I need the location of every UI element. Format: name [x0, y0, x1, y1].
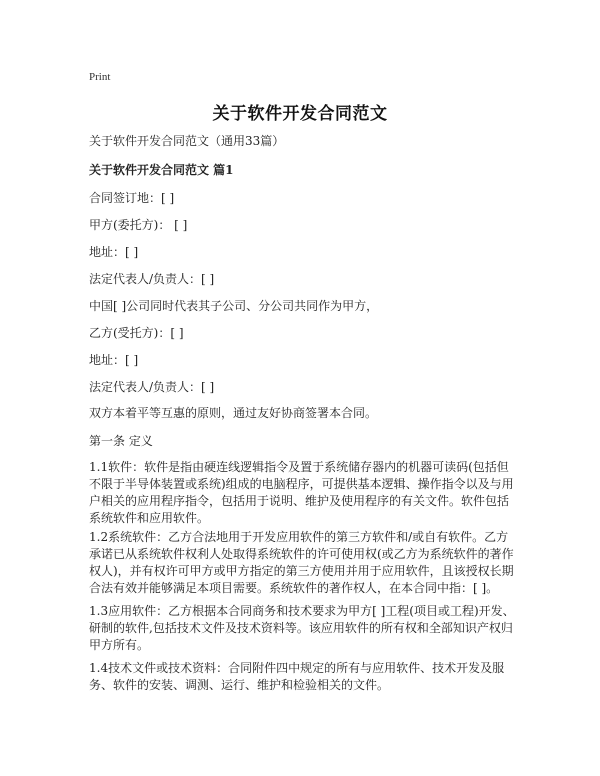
article-heading: 第一条 定义	[89, 434, 153, 448]
clause-paragraph: 1.4技术文件或技术资料：合同附件四中规定的所有与应用软件、技术开发及服务、软件的安装、调测、运行、维护和检验相关的文件。	[89, 661, 505, 692]
clause-paragraph: 1.3应用软件：乙方根据本合同商务和技术要求为甲方[ ]工程(项目或工程)开发、研制的软件,包括技术文件及技术资料等。该应用软件的所有权和全部知识产权归甲方所有。	[89, 604, 515, 652]
party-b-representative: 法定代表人/负责人：[ ]	[89, 380, 215, 394]
party-b: 乙方(受托方)：[ ]	[89, 326, 184, 340]
party-a-address: 地址：[ ]	[89, 245, 139, 259]
section-heading: 关于软件开发合同范文 篇1	[89, 163, 234, 177]
clause-paragraph: 1.2系统软件：乙方合法地用于开发应用软件的第三方软件和/或自有软件。乙方承诺已从系统软件权利人处取得系统软件的许可使用权(或乙方为系统软件的著作权人)，并有权许可甲方或甲方指定的第三方使用并用于应用软件，且该授权长期合法有效并能够满足本项目需要。系统软件的著作权人，在本合同中指：[ ]。	[89, 530, 514, 595]
subtitle: 关于软件开发合同范文（通用33篇）	[89, 134, 285, 148]
print-label: Print	[89, 71, 111, 83]
signing-place: 合同签订地：[ ]	[89, 191, 175, 205]
party-a: 甲方(委托方)： [ ]	[89, 218, 188, 232]
party-a-note: 中国[ ]公司同时代表其子公司、分公司共同作为甲方，	[89, 299, 379, 313]
agreement-intro: 双方本着平等互惠的原则，通过友好协商签署本合同。	[89, 406, 378, 420]
clause-paragraph: 1.1软件：软件是指由硬连线逻辑指令及置于系统储存器内的机器可读码(包括但不限于半导体装置或系统)组成的电脑程序，可提供基本逻辑、操作指令以及与用户相关的应用程序指令，包括用于说明、维护及使用程序的有关文件。软件包括系统软件和应用软件。	[89, 460, 514, 525]
party-b-address: 地址：[ ]	[89, 353, 139, 367]
party-a-representative: 法定代表人/负责人：[ ]	[89, 272, 215, 286]
document-title: 关于软件开发合同范文	[212, 104, 388, 124]
